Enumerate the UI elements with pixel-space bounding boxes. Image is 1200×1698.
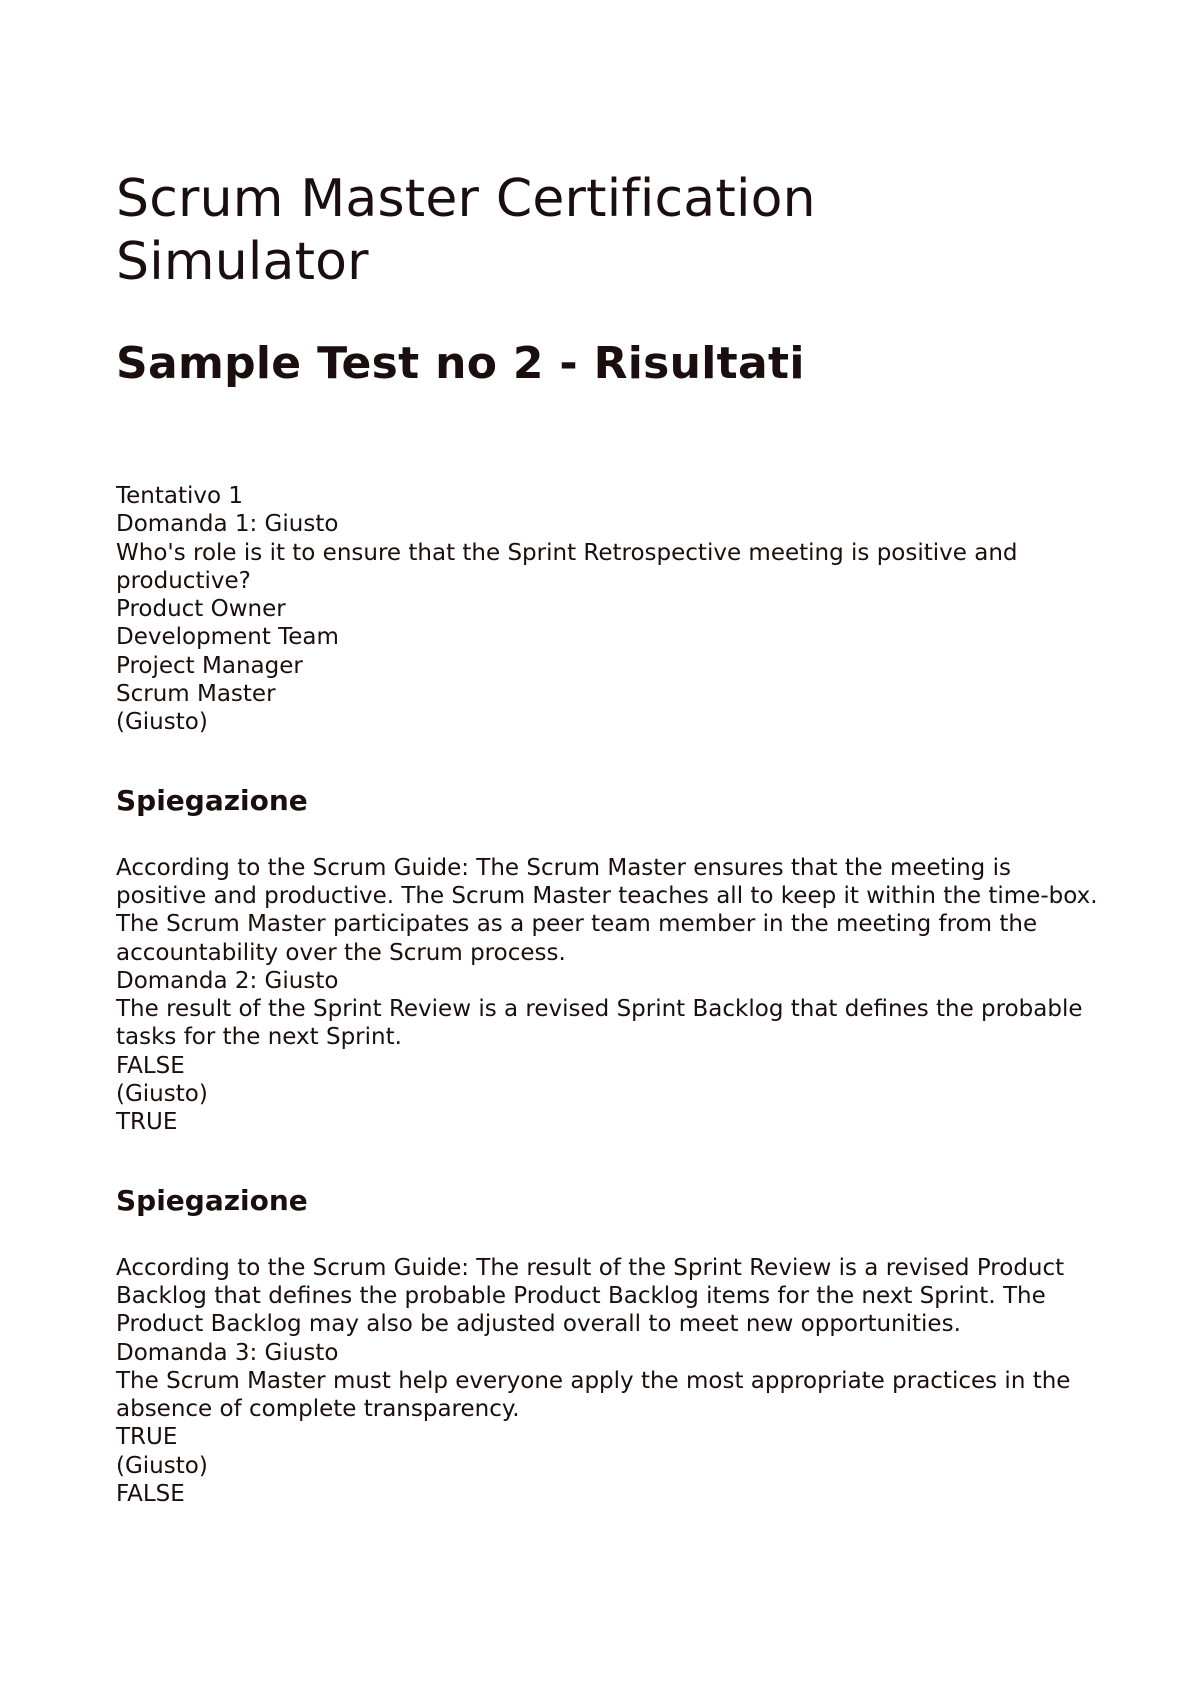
correct-marker: (Giusto) bbox=[116, 1081, 208, 1108]
document-title-line-1: Scrum Master Certification bbox=[116, 169, 816, 229]
answer-option: Product Owner bbox=[116, 596, 286, 623]
correct-marker: (Giusto) bbox=[116, 1452, 208, 1479]
answer-option: Project Manager bbox=[116, 652, 303, 679]
question-text: The Scrum Master must help everyone apply the most appropriate practices in the absence of complete transparency. bbox=[116, 1367, 1071, 1423]
explanation-text: According to the Scrum Guide: The result of the Sprint Review is a revised Product Backlog that defines the probable Product Backlog items for the next Sprint. The Product Backlog may also be adjusted overall to meet new opportunities. bbox=[116, 1254, 1065, 1338]
attempt-label: Tentativo 1 bbox=[116, 483, 244, 509]
test-heading: Sample Test no 2 - Risultati bbox=[116, 338, 805, 389]
answer-option: TRUE bbox=[116, 1424, 178, 1451]
question-header: Domanda 2: Giusto bbox=[116, 967, 339, 994]
question-text: Who's role is it to ensure that the Sprint Retrospective meeting is positive and productive? bbox=[116, 539, 1018, 594]
document-title-line-2: Simulator bbox=[116, 232, 369, 292]
answer-option: FALSE bbox=[116, 1481, 185, 1508]
question-header: Domanda 3: Giusto bbox=[116, 1339, 339, 1366]
question-block-2 bbox=[116, 967, 1100, 1339]
question-block-3 bbox=[116, 1339, 1100, 1509]
explanation-heading: Spiegazione bbox=[116, 783, 308, 817]
document-title bbox=[116, 168, 1100, 294]
answer-option: TRUE bbox=[116, 1109, 178, 1136]
answer-option: Development Team bbox=[116, 624, 339, 651]
question-text: The result of the Sprint Review is a revised Sprint Backlog that defines the probable tasks for the next Sprint. bbox=[116, 996, 1083, 1051]
question-block-1 bbox=[116, 510, 1100, 967]
answer-option: Scrum Master bbox=[116, 681, 276, 708]
question-header: Domanda 1: Giusto bbox=[116, 511, 339, 538]
correct-marker: (Giusto) bbox=[116, 709, 208, 736]
explanation-heading: Spiegazione bbox=[116, 1183, 308, 1217]
answer-option: FALSE bbox=[116, 1052, 185, 1079]
explanation-text: According to the Scrum Guide: The Scrum Master ensures that the meeting is positive and productive. The Scrum Master teaches all to keep it within the time-box. The Scrum Master participates as a peer team member in the meeting from the accountability over the Scrum process. bbox=[116, 854, 1098, 966]
